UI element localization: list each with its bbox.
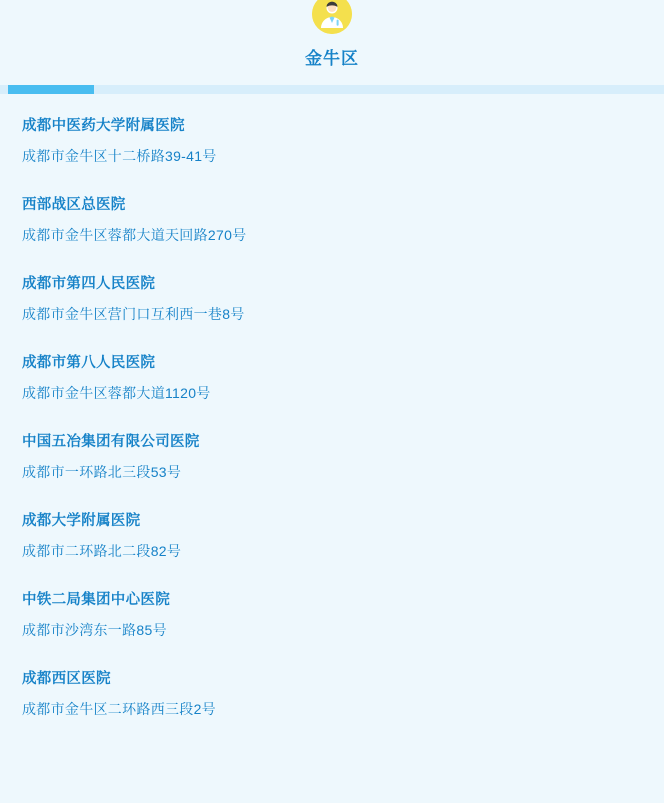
list-item[interactable] [0, 353, 664, 403]
hospital-address: 成都市金牛区二环路西三段2号 [22, 701, 216, 717]
hospital-address: 成都市沙湾东一路85号 [22, 622, 167, 638]
list-item[interactable] [0, 669, 664, 719]
hospital-name: 西部战区总医院 [22, 197, 126, 213]
hospital-address: 成都市金牛区蓉都大道1120号 [22, 385, 211, 401]
hospital-name: 中国五冶集团有限公司医院 [22, 434, 200, 450]
hospital-address: 成都市金牛区营门口互利西一巷8号 [22, 306, 245, 322]
hospital-list [0, 94, 664, 719]
doctor-avatar-icon [312, 0, 352, 34]
hospital-name: 成都中医药大学附属医院 [22, 118, 185, 134]
hospital-address: 成都市金牛区十二桥路39-41号 [22, 148, 217, 164]
hospital-address: 成都市一环路北三段53号 [22, 464, 182, 480]
hospital-address: 成都市金牛区蓉都大道天回路270号 [22, 227, 247, 243]
list-item[interactable] [0, 511, 664, 561]
list-item[interactable] [0, 432, 664, 482]
hospital-name: 中铁二局集团中心医院 [22, 592, 170, 608]
hospital-name: 成都市第四人民医院 [22, 276, 156, 292]
hospital-name: 成都西区医院 [22, 671, 111, 687]
list-item[interactable] [0, 590, 664, 640]
page-header [0, 0, 664, 70]
page-title: 金牛区 [305, 49, 359, 68]
list-item[interactable] [0, 116, 664, 166]
list-item[interactable] [0, 195, 664, 245]
list-item[interactable] [0, 274, 664, 324]
tab-strip[interactable] [0, 85, 664, 94]
hospital-name: 成都市第八人民医院 [22, 355, 156, 371]
hospital-address: 成都市二环路北二段82号 [22, 543, 182, 559]
tab-active-indicator[interactable] [8, 85, 94, 94]
hospital-name: 成都大学附属医院 [22, 513, 141, 529]
